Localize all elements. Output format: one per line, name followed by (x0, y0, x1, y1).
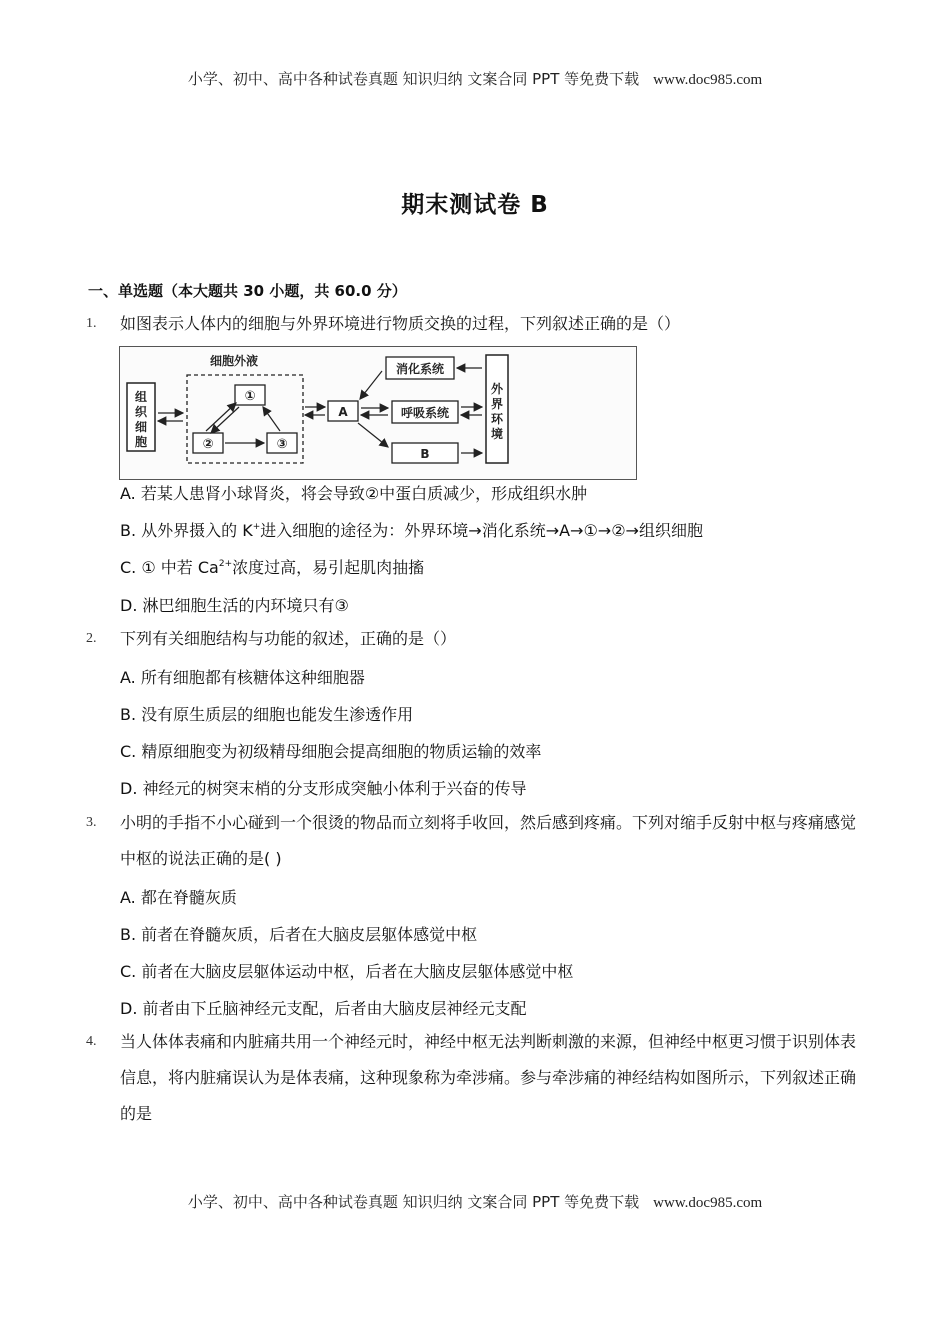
question-number: 2. (86, 631, 97, 646)
tissue-cell-label-4: 胞 (134, 435, 148, 449)
q1-option-a: A. 若某人患肾小球肾炎，将会导致②中蛋白质减少，形成组织水肿 (120, 484, 588, 503)
question-number: 4. (86, 1034, 97, 1049)
tissue-cell-label-3: 细 (134, 420, 148, 434)
page-title: 期末测试卷 B (401, 192, 549, 218)
q1-option-b: B. 从外界摄入的 K+进入细胞的途径为：外界环境→消化系统→A→①→②→组织细胞 (120, 521, 703, 540)
node-b: B (420, 447, 430, 461)
q1-option-c: C. ① 中若 $Ca^{2+}$浓度过高，易引起肌肉抽搐 (120, 558, 425, 577)
external-env-1: 外 (490, 382, 504, 396)
q3-option-c: C. 前者在大脑皮层躯体运动中枢，后者在大脑皮层躯体感觉中枢 (120, 962, 574, 981)
q2-option-d: D. 神经元的树突末梢的分支形成突触小体利于兴奋的传导 (120, 779, 527, 798)
node-2: ② (202, 437, 214, 452)
question-number: 3. (86, 815, 97, 830)
extracellular-label: 细胞外液 (210, 354, 259, 368)
q2-option-a: A. 所有细胞都有核糖体这种细胞器 (120, 668, 365, 687)
question-text: 当人体体表痛和内脏痛共用一个神经元时，神经中枢无法判断刺激的来源，但神经中枢更习惯于识别体表信息，将内脏痛误认为是体表痛，这种现象称为牵涉痛。参与牵涉痛的神经结构如图所示，下列叙述正确的是 (120, 1032, 857, 1123)
footer-text: 小学、初中、高中各种试卷真题 知识归纳 文案合同 PPT 等免费下载 (187, 1193, 640, 1211)
external-env-4: 境 (490, 427, 504, 441)
external-env-3: 环 (490, 412, 504, 426)
question-text: 如图表示人体内的细胞与外界环境进行物质交换的过程，下列叙述正确的是（） (120, 314, 681, 333)
footer-url[interactable]: www.doc985.com (653, 1195, 763, 1211)
node-1: ① (244, 389, 256, 404)
diagram (120, 347, 636, 479)
header-text: 小学、初中、高中各种试卷真题 知识归纳 文案合同 PPT 等免费下载 (187, 70, 640, 88)
q3-option-d: D. 前者由下丘脑神经元支配，后者由大脑皮层神经元支配 (120, 999, 527, 1018)
q2-option-b: B. 没有原生质层的细胞也能发生渗透作用 (120, 705, 414, 724)
header-url[interactable]: www.doc985.com (653, 72, 763, 88)
q2-option-c: C. 精原细胞变为初级精母细胞会提高细胞的物质运输的效率 (120, 742, 542, 761)
q3-option-a: A. 都在脊髓灰质 (120, 888, 237, 907)
q3-option-b: B. 前者在脊髓灰质，后者在大脑皮层躯体感觉中枢 (120, 925, 478, 944)
node-a: A (338, 405, 348, 419)
page-header (0, 68, 950, 89)
tissue-cell-label-1: 组 (134, 390, 148, 404)
q1-option-d: D. 淋巴细胞生活的内环境只有③ (120, 596, 349, 615)
node-3: ③ (276, 437, 288, 452)
figure-material-exchange (119, 346, 637, 480)
tissue-cell-label-2: 织 (134, 405, 148, 419)
digestive-system: 消化系统 (395, 362, 445, 376)
page-footer (0, 1191, 950, 1212)
question-number: 1. (86, 316, 97, 331)
section-heading: 一、单选题（本大题共 30 小题，共 60.0 分） (88, 282, 407, 300)
question-text: 小明的手指不小心碰到一个很烫的物品而立刻将手收回，然后感到疼痛。下列对缩手反射中枢与疼痛感觉中枢的说法正确的是( ) (120, 813, 857, 868)
question-text: 下列有关细胞结构与功能的叙述，正确的是（） (120, 629, 457, 648)
external-env-2: 界 (490, 397, 504, 411)
respiratory-system: 呼吸系统 (400, 406, 450, 420)
